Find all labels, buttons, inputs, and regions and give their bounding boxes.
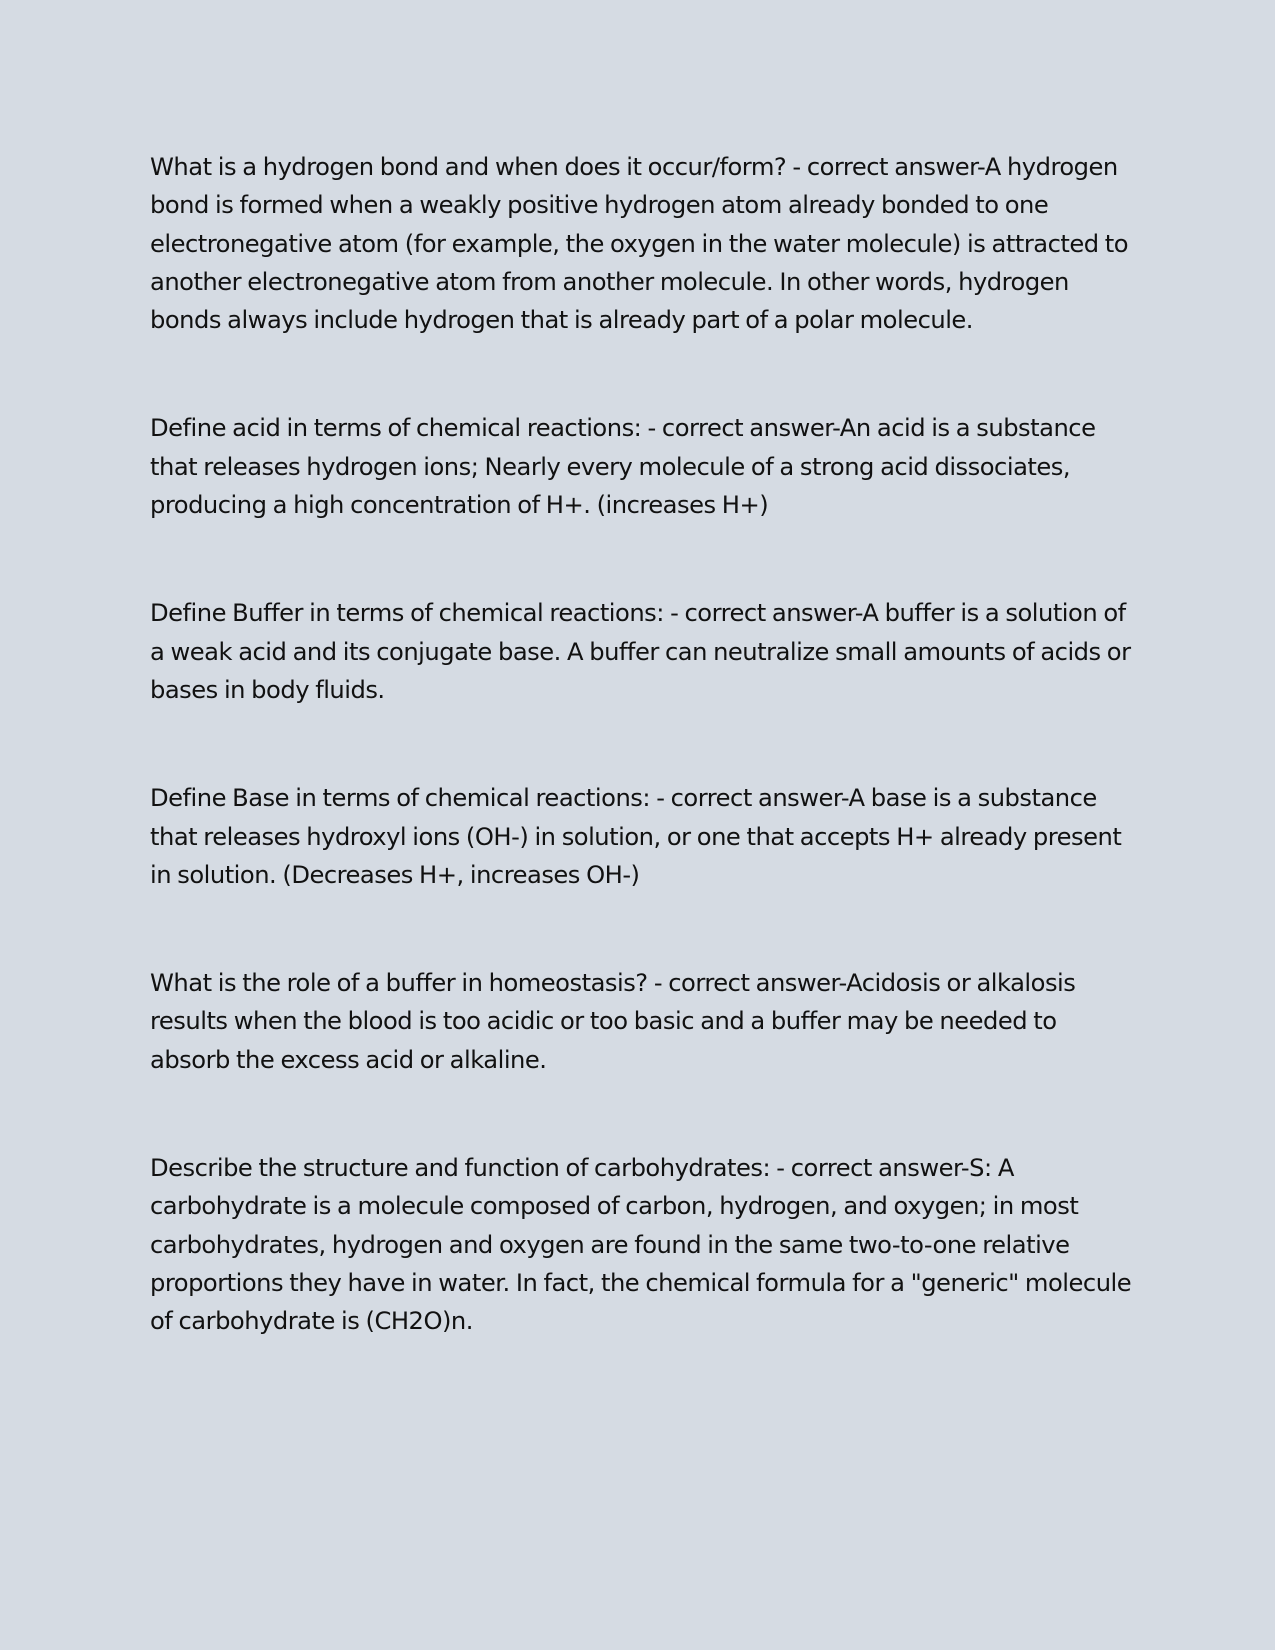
qa-entry-buffer-homeostasis: What is the role of a buffer in homeostasis? - correct answer-Acidosis or alkalosis results when the blood is too acidic or too basic and a buffer may be needed to absorb the excess acid or alkaline.	[150, 969, 1076, 1074]
document-page	[150, 148, 1140, 1411]
qa-entry-carbohydrates: Describe the structure and function of carbohydrates: - correct answer-S: A carbohydrate is a molecule composed of carbon, hydrogen, and oxygen; in most carbohydrates, hydrogen and oxygen are found in the same two-to-one relative proportions they have in water. In fact, the chemical formula for a "generic" molecule of carbohydrate is (CH2O)n.	[150, 1154, 1132, 1336]
qa-entry-buffer: Define Buffer in terms of chemical reactions: - correct answer-A buffer is a solution of a weak acid and its conjugate base. A buffer can neutralize small amounts of acids or bases in body fluids.	[150, 599, 1131, 704]
qa-entry-acid: Define acid in terms of chemical reactions: - correct answer-An acid is a substance that releases hydrogen ions; Nearly every molecule of a strong acid dissociates, producing a high concentration of H+. (increases H+)	[150, 414, 1096, 520]
qa-entry-hydrogen-bond: What is a hydrogen bond and when does it occur/form? - correct answer-A hydrogen bond is formed when a weakly positive hydrogen atom already bonded to one electronegative atom (for example, the oxygen in the water molecule) is attracted to another electronegative atom from another molecule. In other words, hydrogen bonds always include hydrogen that is already part of a polar molecule.	[150, 153, 1129, 335]
qa-entry-base: Define Base in terms of chemical reactions: - correct answer-A base is a substance that releases hydroxyl ions (OH-) in solution, or one that accepts H+ already present in solution. (Decreases H+, increases OH-)	[150, 784, 1122, 889]
